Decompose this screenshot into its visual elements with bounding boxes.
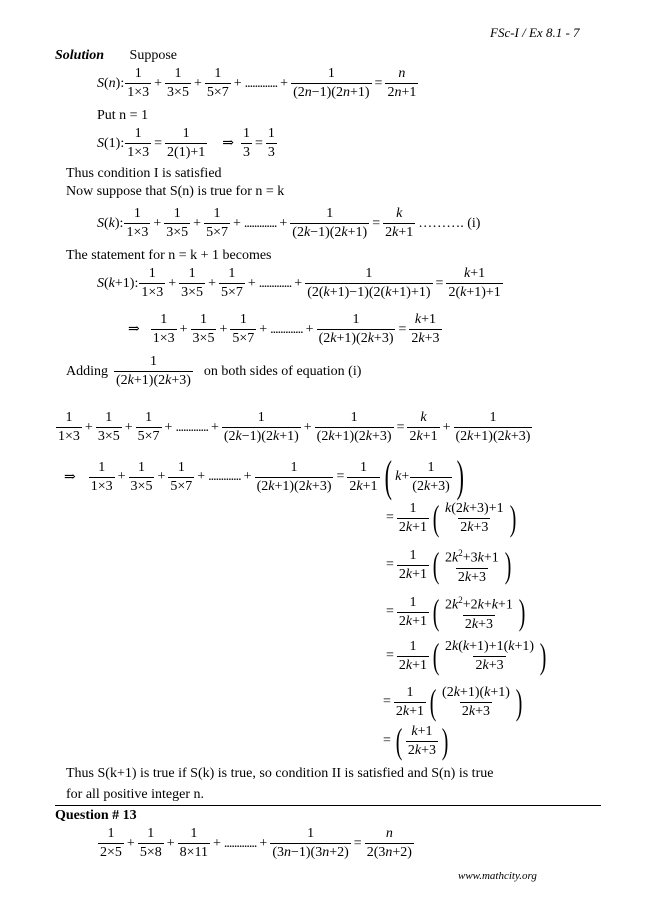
equation-step-4: = $\frac{1}{2k+1}$ ( $\frac{2k^2+2k+k+1}{2k+3}$ ) [386,592,526,633]
equation-sn: S(n): $\frac{1}{1\times 3}$ + $\frac{1}{3\times 5}$ + $\frac{1}{5\times 7}$ + ............. + $\frac{1}{(2n-1)(2n+1)}$ = $\frac{n}{2n+1}$ [97,66,417,100]
equation-question-13: $\frac{1}{2\times 5}$ + $\frac{1}{5\times 8}$ + $\frac{1}{8\times 11}$ + ............. + $\frac{1}{(3n-1)(3n+2)}$ = $\frac{n}{2(3n+2)}$ [100,826,412,860]
equation-sk1: S(k+1): $\frac{1}{1\times 3}$ + $\frac{1}{3\times 5}$ + $\frac{1}{5\times 7}$ + ............. + $\frac{1}{(2(k+1)-1)(2(k+1)+1)}$ = $\frac{k+1}{2(k+1)+1}$ [97,266,501,300]
solution-heading [55,48,177,64]
equation-step-6: = $\frac{1}{2k+1}$ ( $\frac{(2k+1)(k+1)}{2k+3}$ ) [383,682,523,722]
suppose-text: Suppose [129,48,177,63]
equation-sum: $\frac{1}{1\times 3}$ + $\frac{1}{3\times 5}$ + $\frac{1}{5\times 7}$ + ............. + $\frac{1}{(2k-1)(2k+1)}$ + $\frac{1}{(2k+1)(2k+3)}$ = $\frac{k}{2k+1}$ + $\frac{1}{(2k+1)(2k+3)}$ [58,410,531,444]
equation-step-1: ⇒ $\frac{1}{1\times 3}$ + $\frac{1}{3\times 5}$ + $\frac{1}{5\times 7}$ + ............. + $\frac{1}{(2k+1)(2k+3)}$ = $\frac{1}{2k+1}$ ( k+ $\frac{1}{(2k+3)}$ ) [64,452,464,501]
question-13-heading: Question # 13 [55,808,137,823]
adding-label: Adding [66,363,108,379]
equation-sk1-simplified: ⇒ $\frac{1}{1\times 3}$ + $\frac{1}{3\times 5}$ + $\frac{1}{5\times 7}$ + ............. + $\frac{1}{(2k+1)(2k+3)}$ = $\frac{k+1}{2k+3}$ [128,312,440,346]
equation-step-5: = $\frac{1}{2k+1}$ ( $\frac{2k(k+1)+1(k+1)}{2k+3}$ ) [386,636,547,676]
section-divider [55,805,601,806]
page-header: FSc-I / Ex 8.1 - 7 [490,25,580,40]
conclusion-line-2: for all positive integer n. [66,787,205,802]
adding-line: Adding $\frac{1}{(2k+1)(2k+3)}$ on both sides of equation (i) [66,354,362,388]
equation-i-label: ………. (i) [418,215,481,231]
adding-suffix: on both sides of equation (i) [203,363,362,379]
equation-step-3: = $\frac{1}{2k+1}$ ( $\frac{2k^2+3k+1}{2k+3}$ ) [386,545,512,586]
condition-one-text: Thus condition I is satisfied [66,166,222,181]
solution-label: Solution [55,48,105,63]
now-suppose-text: Now suppose that S(n) is true for n = k [66,184,285,199]
put-n1-text: Put n = 1 [97,108,149,123]
statement-becomes-text: The statement for n = k + 1 becomes [66,248,272,263]
equation-step-2: = $\frac{1}{2k+1}$ ( $\frac{k(2k+3)+1}{2k+3}$ ) [386,498,516,538]
equation-sk: S(k): $\frac{1}{1\times 3}$ + $\frac{1}{3\times 5}$ + $\frac{1}{5\times 7}$ + ............. + $\frac{1}{(2k-1)(2k+1)}$ = $\frac{k}{2k+1}$ ………. (i) [97,206,481,240]
footer-url: www.mathcity.org [458,870,537,882]
conclusion-line-1: Thus S(k+1) is true if S(k) is true, so condition II is satisfied and S(n) is true [66,766,494,781]
equation-step-7: = ( $\frac{k+1}{2k+3}$ ) [383,721,449,761]
equation-s1: S(1): $\frac{1}{1\times 3}$ = $\frac{1}{2(1)+1}$ ⇒ $\frac{1}{3}$ = $\frac{1}{3}$ [97,126,275,160]
